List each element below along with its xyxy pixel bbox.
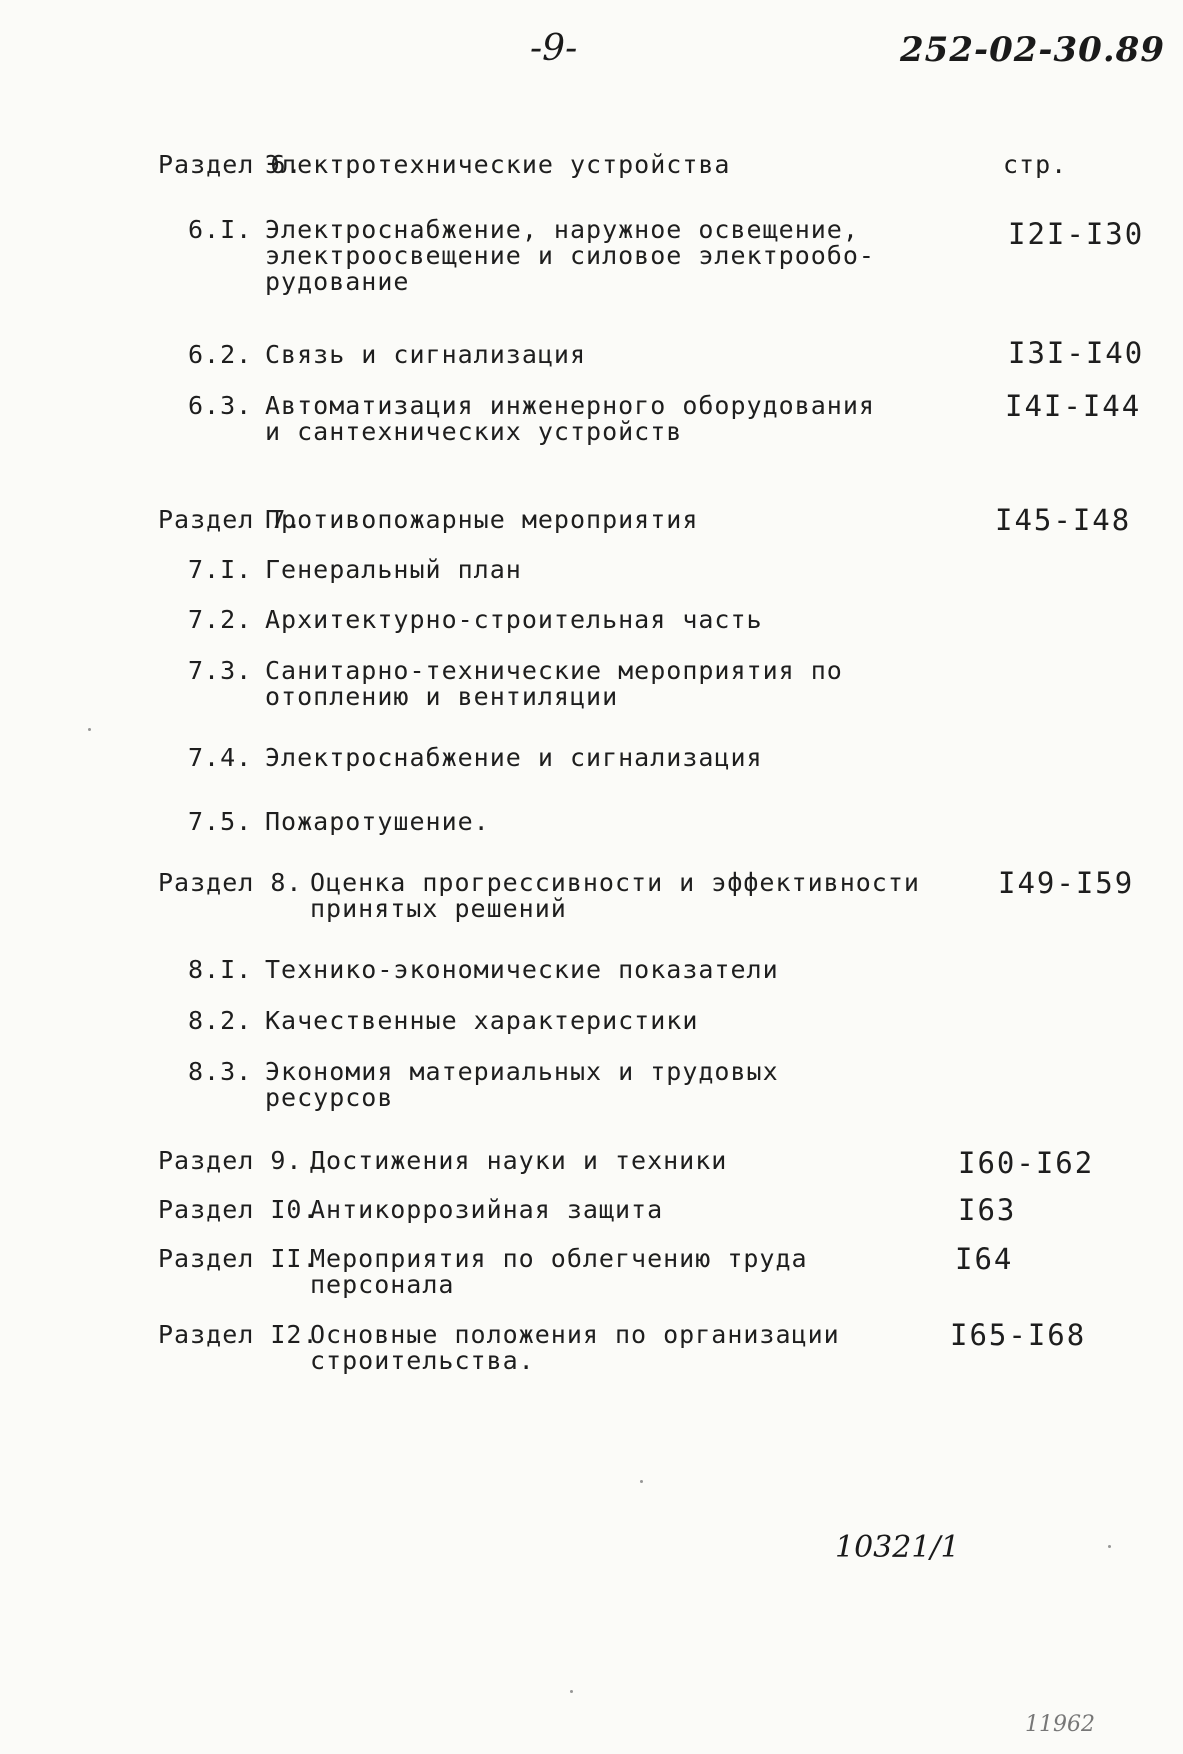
entry-title-line: Экономия материальных и трудовых [265,1057,779,1086]
entry-label: Раздел 8. [158,868,303,897]
entry-title-line: отоплению и вентиляции [265,682,619,711]
scan-speck [570,1690,573,1693]
entry-label: 6.3. [188,391,253,420]
entry-label: 6.2. [188,340,253,369]
entry-title-line: строительства. [310,1346,535,1375]
entry-title [265,658,843,710]
scan-speck [88,728,91,731]
scan-speck [640,1480,643,1483]
entry-label: Раздел 7. [158,505,303,534]
entry-title [265,393,875,445]
entry-title-line: Мероприятия по облегчению труда [310,1244,808,1273]
entry-label: Раздел I2. [158,1320,319,1349]
entry-title-line: Связь и сигнализация [265,340,587,369]
handwritten-number: 10321/1 [835,1530,960,1565]
entry-title [265,152,731,178]
entry-title [310,1322,840,1374]
entry-label: 8.2. [188,1006,253,1035]
entry-title [265,957,779,983]
entry-title [265,557,522,583]
entry-title-line: Основные положения по организации [310,1320,840,1349]
entry-title-line: Электроснабжение и сигнализация [265,743,763,772]
entry-title-line: электроосвещение и силовое электрообо- [265,241,875,270]
entry-label: Раздел 6. [158,150,303,179]
entry-title [265,1008,698,1034]
entry-title-line: рудование [265,267,410,296]
entry-title-line: Архитектурно-строительная часть [265,605,763,634]
entry-pages: I3I-I40 [1008,336,1145,370]
entry-title-line: персонала [310,1270,455,1299]
entry-title [265,342,586,368]
page-column-header: стр. [1003,150,1068,179]
entry-title [265,607,763,633]
entry-pages: I64 [955,1242,1014,1276]
entry-title [265,809,490,835]
entry-label: 7.2. [188,605,253,634]
corner-mark: 11962 [1025,1712,1095,1737]
entry-title-line: Электроснабжение, наружное освещение, [265,215,859,244]
entry-pages: I60-I62 [958,1146,1095,1180]
entry-title-line: Автоматизация инженерного оборудования [265,391,875,420]
entry-title [310,1197,663,1223]
entry-pages: I45-I48 [995,503,1132,537]
entry-label: 7.3. [188,656,253,685]
entry-title-line: Электротехнические устройства [265,150,731,179]
entry-title-line: Противопожарные мероприятия [265,505,699,534]
entry-label: 8.I. [188,955,253,984]
page-number: -9- [530,28,578,69]
entry-title-line: ресурсов [265,1083,394,1112]
entry-title-line: Пожаротушение. [265,807,490,836]
entry-title-line: Генеральный план [265,555,522,584]
entry-label: 7.4. [188,743,253,772]
entry-title [265,1059,779,1111]
entry-title-line: Оценка прогрессивности и эффективности [310,868,920,897]
entry-title [310,1148,727,1174]
entry-pages: I63 [958,1193,1017,1227]
entry-pages: I4I-I44 [1005,389,1142,423]
entry-label: 8.3. [188,1057,253,1086]
document-code: 252-02-30.89 [900,30,1165,70]
entry-label: Раздел I0. [158,1195,319,1224]
entry-title-line: Технико-экономические показатели [265,955,779,984]
entry-label: 7.5. [188,807,253,836]
entry-title [265,745,763,771]
entry-label: Раздел 9. [158,1146,303,1175]
entry-title [310,870,920,922]
entry-title-line: Антикоррозийная защита [310,1195,664,1224]
entry-title [310,1246,808,1298]
entry-title-line: Достижения науки и техники [310,1146,728,1175]
scan-speck [1108,1545,1111,1548]
entry-pages: I65-I68 [950,1318,1087,1352]
entry-pages: I49-I59 [998,866,1135,900]
entry-title-line: Санитарно-технические мероприятия по [265,656,843,685]
entry-title-line: Качественные характеристики [265,1006,699,1035]
entry-label: Раздел II. [158,1244,319,1273]
entry-title [265,507,698,533]
entry-title-line: принятых решений [310,894,567,923]
entry-label: 7.I. [188,555,253,584]
entry-pages: I2I-I30 [1008,217,1145,251]
entry-title-line: и сантехнических устройств [265,417,683,446]
entry-title [265,217,875,295]
entry-label: 6.I. [188,215,253,244]
